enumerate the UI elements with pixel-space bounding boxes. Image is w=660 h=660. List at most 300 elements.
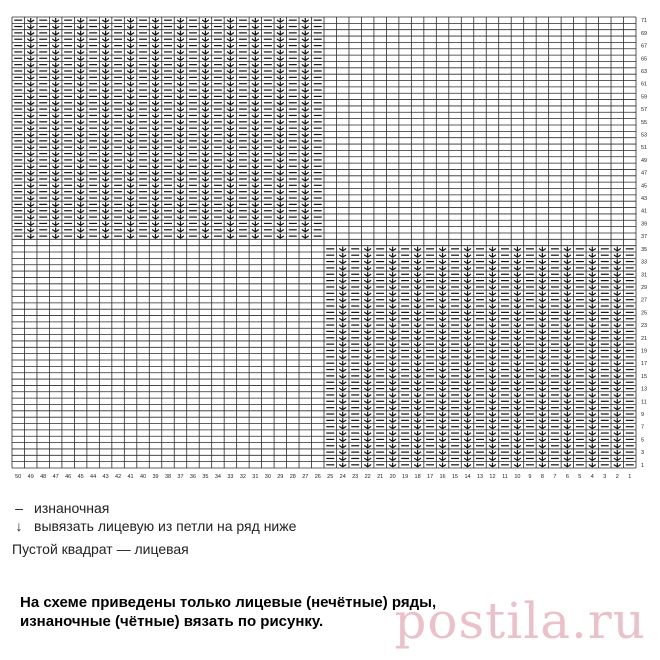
drop-stitch-mark: [102, 113, 109, 117]
drop-stitch-mark: [127, 101, 134, 105]
drop-stitch-mark: [439, 450, 446, 454]
drop-stitch-mark: [302, 215, 309, 219]
drop-stitch-mark: [302, 82, 309, 86]
drop-stitch-mark: [364, 259, 371, 263]
drop-stitch-mark: [514, 456, 521, 460]
drop-stitch-mark: [202, 164, 209, 168]
drop-stitch-mark: [489, 367, 496, 371]
column-label: 31: [252, 474, 259, 480]
drop-stitch-mark: [27, 209, 34, 213]
drop-stitch-mark: [514, 278, 521, 282]
chart-note-line-2: изнаночные (чётные) вязать по рисунку.: [20, 613, 324, 630]
drop-stitch-mark: [152, 183, 159, 187]
drop-stitch-mark: [302, 234, 309, 238]
drop-stitch-mark: [302, 94, 309, 98]
drop-stitch-mark: [27, 113, 34, 117]
drop-stitch-mark: [302, 31, 309, 35]
drop-stitch-mark: [252, 50, 259, 54]
row-label: 61: [641, 81, 648, 88]
drop-stitch-mark: [127, 120, 134, 124]
column-label: 8: [540, 474, 544, 480]
drop-stitch-mark: [539, 418, 546, 422]
drop-stitch-mark: [389, 418, 396, 422]
drop-stitch-mark: [414, 374, 421, 378]
drop-stitch-mark: [252, 88, 259, 92]
drop-stitch-mark: [52, 139, 59, 143]
drop-stitch-mark: [339, 278, 346, 282]
column-label: 5: [578, 474, 582, 480]
drop-stitch-mark: [514, 348, 521, 352]
drop-stitch-mark: [339, 418, 346, 422]
drop-stitch-mark: [589, 431, 596, 435]
drop-stitch-mark: [102, 120, 109, 124]
drop-stitch-mark: [252, 234, 259, 238]
drop-stitch-mark: [514, 259, 521, 263]
drop-stitch-mark: [77, 196, 84, 200]
drop-stitch-mark: [364, 291, 371, 295]
drop-stitch-mark: [564, 272, 571, 276]
drop-stitch-mark: [514, 323, 521, 327]
drop-stitch-mark: [514, 386, 521, 390]
drop-stitch-mark: [489, 437, 496, 441]
drop-stitch-mark: [439, 374, 446, 378]
drop-stitch-mark: [339, 367, 346, 371]
drop-stitch-mark: [514, 329, 521, 333]
drop-stitch-mark: [464, 437, 471, 441]
drop-stitch-mark: [339, 304, 346, 308]
drop-stitch-mark: [464, 259, 471, 263]
drop-stitch-mark: [177, 101, 184, 105]
drop-stitch-mark: [614, 304, 621, 308]
drop-stitch-mark: [202, 158, 209, 162]
drop-stitch-mark: [539, 456, 546, 460]
drop-stitch-mark: [389, 259, 396, 263]
drop-stitch-mark: [489, 329, 496, 333]
drop-stitch-mark: [252, 24, 259, 28]
drop-stitch-mark: [302, 228, 309, 232]
drop-stitch-mark: [514, 310, 521, 314]
drop-stitch-mark: [589, 361, 596, 365]
drop-stitch-mark: [152, 18, 159, 22]
drop-stitch-mark: [277, 62, 284, 66]
drop-stitch-mark: [489, 380, 496, 384]
drop-stitch-mark: [339, 380, 346, 384]
drop-stitch-mark: [439, 444, 446, 448]
drop-stitch-mark: [202, 126, 209, 130]
drop-stitch-mark: [539, 336, 546, 340]
drop-stitch-mark: [439, 291, 446, 295]
drop-stitch-mark: [277, 158, 284, 162]
drop-stitch-mark: [414, 386, 421, 390]
drop-stitch-mark: [564, 266, 571, 270]
drop-stitch-mark: [152, 139, 159, 143]
drop-stitch-mark: [27, 234, 34, 238]
drop-stitch-mark: [302, 139, 309, 143]
drop-stitch-mark: [464, 291, 471, 295]
drop-stitch-mark: [339, 323, 346, 327]
drop-stitch-mark: [152, 221, 159, 225]
drop-stitch-mark: [539, 323, 546, 327]
drop-stitch-mark: [152, 177, 159, 181]
drop-stitch-mark: [564, 405, 571, 409]
drop-stitch-mark: [364, 247, 371, 251]
drop-stitch-mark: [614, 431, 621, 435]
drop-stitch-mark: [389, 247, 396, 251]
drop-stitch-mark: [339, 348, 346, 352]
drop-stitch-mark: [227, 215, 234, 219]
drop-stitch-mark: [77, 82, 84, 86]
drop-stitch-mark: [614, 317, 621, 321]
drop-stitch-mark: [152, 56, 159, 60]
drop-stitch-mark: [77, 215, 84, 219]
drop-stitch-mark: [364, 380, 371, 384]
drop-stitch-mark: [127, 132, 134, 136]
drop-stitch-mark: [302, 190, 309, 194]
drop-stitch-mark: [102, 151, 109, 155]
drop-stitch-mark: [489, 355, 496, 359]
column-label: 25: [327, 474, 334, 480]
drop-stitch-mark: [202, 24, 209, 28]
drop-stitch-mark: [52, 190, 59, 194]
drop-stitch-mark: [614, 310, 621, 314]
drop-stitch-mark: [439, 431, 446, 435]
drop-stitch-mark: [364, 425, 371, 429]
row-label: 29: [641, 284, 648, 291]
drop-stitch-mark: [339, 266, 346, 270]
drop-stitch-mark: [102, 145, 109, 149]
drop-stitch-mark: [177, 94, 184, 98]
drop-stitch-mark: [227, 126, 234, 130]
drop-stitch-mark: [177, 43, 184, 47]
drop-stitch-mark: [614, 253, 621, 257]
drop-stitch-mark: [464, 450, 471, 454]
drop-stitch-mark: [614, 405, 621, 409]
drop-stitch-mark: [152, 50, 159, 54]
drop-stitch-mark: [277, 113, 284, 117]
drop-stitch-mark: [252, 190, 259, 194]
drop-stitch-mark: [464, 405, 471, 409]
drop-stitch-mark: [302, 56, 309, 60]
drop-stitch-mark: [464, 304, 471, 308]
drop-stitch-mark: [77, 24, 84, 28]
drop-stitch-mark: [539, 437, 546, 441]
drop-stitch-mark: [27, 228, 34, 232]
column-label: 42: [115, 474, 122, 480]
drop-stitch-mark: [564, 393, 571, 397]
drop-stitch-mark: [339, 285, 346, 289]
drop-stitch-mark: [364, 367, 371, 371]
drop-stitch-mark: [127, 43, 134, 47]
drop-stitch-mark: [464, 463, 471, 467]
drop-stitch-mark: [489, 266, 496, 270]
drop-stitch-mark: [364, 285, 371, 289]
drop-stitch-mark: [127, 75, 134, 79]
drop-stitch-mark: [102, 126, 109, 130]
drop-stitch-mark: [302, 120, 309, 124]
drop-stitch-mark: [277, 151, 284, 155]
drop-stitch-mark: [414, 361, 421, 365]
drop-stitch-mark: [302, 209, 309, 213]
drop-stitch-mark: [277, 75, 284, 79]
drop-stitch-mark: [52, 164, 59, 168]
drop-stitch-mark: [439, 393, 446, 397]
drop-stitch-mark: [27, 56, 34, 60]
drop-stitch-mark: [252, 113, 259, 117]
drop-stitch-mark: [27, 75, 34, 79]
drop-stitch-mark: [389, 393, 396, 397]
drop-stitch-mark: [514, 247, 521, 251]
drop-stitch-mark: [464, 285, 471, 289]
drop-stitch-mark: [489, 463, 496, 467]
drop-stitch-mark: [364, 272, 371, 276]
drop-stitch-mark: [414, 253, 421, 257]
column-label: 35: [202, 474, 209, 480]
drop-stitch-mark: [27, 215, 34, 219]
drop-stitch-mark: [77, 228, 84, 232]
drop-stitch-mark: [414, 431, 421, 435]
drop-stitch-mark: [389, 431, 396, 435]
drop-stitch-mark: [177, 56, 184, 60]
drop-stitch-mark: [439, 266, 446, 270]
drop-stitch-mark: [177, 151, 184, 155]
drop-stitch-mark: [564, 310, 571, 314]
drop-stitch-mark: [614, 297, 621, 301]
drop-stitch-mark: [177, 24, 184, 28]
drop-stitch-mark: [489, 285, 496, 289]
drop-stitch-mark: [177, 145, 184, 149]
drop-stitch-mark: [127, 69, 134, 73]
drop-stitch-mark: [589, 393, 596, 397]
drop-stitch-mark: [389, 272, 396, 276]
drop-stitch-mark: [77, 113, 84, 117]
drop-stitch-mark: [77, 234, 84, 238]
drop-stitch-mark: [464, 456, 471, 460]
drop-stitch-mark: [564, 444, 571, 448]
drop-stitch-mark: [302, 107, 309, 111]
drop-stitch-mark: [389, 285, 396, 289]
drop-stitch-mark: [227, 113, 234, 117]
drop-stitch-mark: [202, 221, 209, 225]
drop-stitch-mark: [127, 215, 134, 219]
drop-stitch-mark: [414, 272, 421, 276]
drop-stitch-mark: [277, 190, 284, 194]
drop-stitch-mark: [127, 196, 134, 200]
drop-stitch-mark: [302, 37, 309, 41]
drop-stitch-mark: [102, 82, 109, 86]
drop-stitch-mark: [152, 158, 159, 162]
drop-stitch-mark: [514, 342, 521, 346]
drop-stitch-mark: [589, 348, 596, 352]
column-label: 19: [402, 474, 409, 480]
drop-stitch-mark: [277, 209, 284, 213]
drop-stitch-mark: [227, 132, 234, 136]
drop-stitch-mark: [252, 107, 259, 111]
drop-stitch-mark: [277, 177, 284, 181]
drop-stitch-mark: [539, 329, 546, 333]
drop-stitch-mark: [364, 304, 371, 308]
column-label: 2: [615, 474, 619, 480]
column-label: 24: [339, 474, 346, 480]
drop-stitch-mark: [414, 285, 421, 289]
drop-stitch-mark: [439, 361, 446, 365]
drop-stitch-mark: [589, 278, 596, 282]
drop-stitch-mark: [414, 310, 421, 314]
drop-stitch-mark: [52, 37, 59, 41]
drop-stitch-mark: [489, 304, 496, 308]
drop-stitch-mark: [589, 247, 596, 251]
drop-stitch-mark: [539, 266, 546, 270]
drop-stitch-mark: [202, 18, 209, 22]
drop-stitch-mark: [127, 234, 134, 238]
drop-stitch-mark: [277, 170, 284, 174]
column-label: 28: [289, 474, 296, 480]
drop-stitch-mark: [389, 323, 396, 327]
drop-stitch-mark: [339, 361, 346, 365]
drop-stitch-mark: [202, 145, 209, 149]
drop-stitch-mark: [564, 342, 571, 346]
drop-stitch-mark: [252, 170, 259, 174]
drop-stitch-mark: [414, 329, 421, 333]
drop-stitch-mark: [252, 221, 259, 225]
drop-stitch-mark: [152, 120, 159, 124]
drop-stitch-mark: [414, 425, 421, 429]
column-label: 23: [352, 474, 359, 480]
drop-stitch-mark: [202, 170, 209, 174]
drop-stitch-mark: [339, 425, 346, 429]
column-label: 36: [189, 474, 197, 480]
drop-stitch-mark: [52, 177, 59, 181]
drop-stitch-mark: [102, 94, 109, 98]
column-label: 37: [177, 474, 184, 480]
drop-stitch-mark: [102, 69, 109, 73]
drop-stitch-mark: [339, 247, 346, 251]
drop-stitch-mark: [339, 456, 346, 460]
drop-stitch-mark: [389, 336, 396, 340]
drop-stitch-mark: [514, 336, 521, 340]
drop-stitch-mark: [227, 82, 234, 86]
drop-stitch-mark: [52, 196, 59, 200]
drop-stitch-mark: [252, 94, 259, 98]
drop-stitch-mark: [589, 310, 596, 314]
drop-stitch-mark: [177, 113, 184, 117]
column-label: 15: [451, 474, 459, 480]
drop-stitch-mark: [52, 31, 59, 35]
drop-stitch-mark: [514, 304, 521, 308]
column-label: 6: [565, 474, 569, 480]
drop-stitch-mark: [464, 418, 471, 422]
drop-stitch-mark: [302, 151, 309, 155]
drop-stitch-mark: [252, 164, 259, 168]
row-label: 7: [641, 424, 645, 431]
drop-stitch-mark: [589, 456, 596, 460]
drop-stitch-mark: [339, 437, 346, 441]
drop-stitch-mark: [364, 463, 371, 467]
drop-stitch-mark: [52, 94, 59, 98]
drop-stitch-mark: [589, 386, 596, 390]
drop-stitch-mark: [202, 69, 209, 73]
row-label: 49: [641, 157, 648, 164]
drop-stitch-mark: [364, 361, 371, 365]
drop-stitch-mark: [52, 228, 59, 232]
drop-stitch-mark: [177, 228, 184, 232]
drop-stitch-mark: [614, 278, 621, 282]
drop-stitch-mark: [102, 190, 109, 194]
drop-stitch-mark: [414, 266, 421, 270]
drop-stitch-mark: [539, 285, 546, 289]
drop-stitch-mark: [177, 50, 184, 54]
drop-stitch-mark: [414, 367, 421, 371]
drop-stitch-mark: [539, 278, 546, 282]
drop-stitch-mark: [339, 253, 346, 257]
drop-stitch-mark: [127, 62, 134, 66]
drop-stitch-mark: [77, 221, 84, 225]
drop-stitch-mark: [464, 374, 471, 378]
drop-stitch-mark: [127, 151, 134, 155]
drop-stitch-mark: [589, 425, 596, 429]
drop-stitch-mark: [564, 399, 571, 403]
drop-stitch-mark: [152, 190, 159, 194]
drop-stitch-mark: [514, 317, 521, 321]
drop-stitch-mark: [77, 18, 84, 22]
drop-stitch-mark: [364, 355, 371, 359]
drop-stitch-mark: [489, 456, 496, 460]
drop-stitch-mark: [564, 456, 571, 460]
drop-stitch-mark: [177, 209, 184, 213]
row-label: 47: [641, 170, 648, 177]
drop-stitch-mark: [339, 412, 346, 416]
drop-stitch-mark: [364, 336, 371, 340]
drop-stitch-mark: [277, 37, 284, 41]
drop-stitch-mark: [127, 202, 134, 206]
drop-stitch-mark: [539, 425, 546, 429]
drop-stitch-mark: [302, 132, 309, 136]
drop-stitch-mark: [439, 456, 446, 460]
drop-stitch-mark: [589, 297, 596, 301]
drop-stitch-mark: [464, 247, 471, 251]
drop-stitch-mark: [564, 317, 571, 321]
drop-stitch-mark: [589, 253, 596, 257]
drop-stitch-mark: [27, 94, 34, 98]
drop-stitch-mark: [127, 139, 134, 143]
drop-stitch-mark: [514, 437, 521, 441]
drop-stitch-mark: [27, 107, 34, 111]
drop-stitch-mark: [202, 234, 209, 238]
drop-stitch-mark: [489, 310, 496, 314]
row-label: 35: [641, 246, 648, 253]
drop-stitch-mark: [127, 145, 134, 149]
column-label: 41: [127, 474, 134, 480]
drop-stitch-mark: [514, 266, 521, 270]
drop-stitch-mark: [127, 177, 134, 181]
drop-stitch-mark: [177, 202, 184, 206]
drop-stitch-mark: [439, 342, 446, 346]
drop-stitch-mark: [464, 253, 471, 257]
column-label: 47: [52, 474, 59, 480]
drop-stitch-mark: [464, 361, 471, 365]
drop-stitch-mark: [389, 380, 396, 384]
drop-stitch-mark: [52, 107, 59, 111]
drop-stitch-mark: [202, 190, 209, 194]
drop-stitch-mark: [177, 170, 184, 174]
drop-stitch-mark: [202, 196, 209, 200]
drop-stitch-mark: [489, 361, 496, 365]
drop-stitch-mark: [152, 37, 159, 41]
column-label: 12: [489, 474, 496, 480]
drop-stitch-mark: [177, 196, 184, 200]
drop-stitch-mark: [439, 437, 446, 441]
drop-stitch-mark: [564, 348, 571, 352]
legend-purl: [12, 500, 109, 516]
